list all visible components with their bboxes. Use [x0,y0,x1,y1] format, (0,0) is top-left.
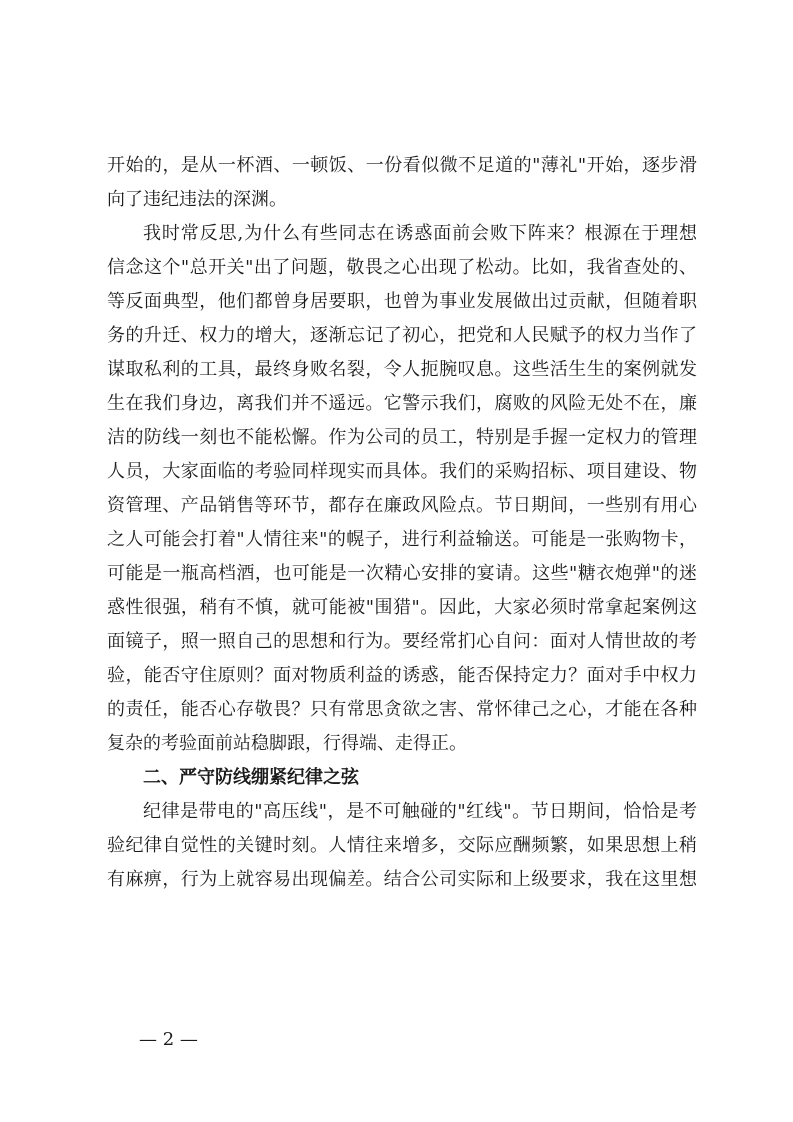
paragraph-line: 人员，大家面临的考验同样现实而具体。我们的采购招标、项目建设、物 [107,461,697,482]
paragraph-line: 验纪律自觉性的关键时刻。人情往来增多，交际应酬频繁，如果思想上稍 [107,835,697,856]
paragraph-line: 可能是一瓶高档酒，也可能是一次精心安排的宴请。这些"糖衣炮弹"的迷 [107,563,697,584]
paragraph-line: 务的升迁、权力的增大，逐渐忘记了初心，把党和人民赋予的权力当作了 [107,325,697,346]
paragraph-line: 资管理、产品销售等环节，都存在廉政风险点。节日期间，一些别有用心 [107,495,697,516]
paragraph-line: 复杂的考验面前站稳脚跟，行得端、走得正。 [107,733,467,754]
paragraph-3 [107,795,697,897]
section-heading: 二、严守防线绷紧纪律之弦 [143,767,359,788]
paragraph-line: 惑性很强，稍有不慎，就可能被"围猎"。因此，大家必须时常拿起案例这 [107,597,697,618]
paragraph-line: 谋取私利的工具，最终身败名裂，令人扼腕叹息。这些活生生的案例就发 [107,359,697,380]
paragraph-line: 信念这个"总开关"出了问题，敬畏之心出现了松动。比如，我省查处的、 [107,257,697,278]
paragraph-line: 面镜子，照一照自己的思想和行为。要经常扪心自问：面对人情世故的考 [107,631,697,652]
paragraph-line: 之人可能会打着"人情往来"的幌子，进行利益输送。可能是一张购物卡， [107,529,697,550]
paragraph-line: 的责任，能否心存敬畏？只有常思贪欲之害、常怀律己之心，才能在各种 [107,699,697,720]
paragraph-line: 等反面典型，他们都曾身居要职，也曾为事业发展做出过贡献，但随着职 [107,291,697,312]
paragraph-line: 开始的，是从一杯酒、一顿饭、一份看似微不足道的"薄礼"开始，逐步滑 [107,155,697,176]
paragraph-1 [107,149,697,217]
paragraph-2 [107,217,697,761]
paragraph-line: 洁的防线一刻也不能松懈。作为公司的员工，特别是手握一定权力的管理 [107,427,697,448]
paragraph-line: 向了违纪违法的深渊。 [107,189,287,210]
paragraph-line: 我时常反思,为什么有些同志在诱惑面前会败下阵来？根源在于理想 [143,223,697,244]
paragraph-line: 生在我们身边，离我们并不遥远。它警示我们，腐败的风险无处不在，廉 [107,393,697,414]
paragraph-line: 纪律是带电的"高压线"，是不可触碰的"红线"。节日期间，恰恰是考 [143,801,697,822]
paragraph-line: 有麻痹，行为上就容易出现偏差。结合公司实际和上级要求，我在这里想 [107,869,697,890]
page-number: — 2 — [139,1029,198,1050]
paragraph-line: 验，能否守住原则？面对物质利益的诱惑，能否保持定力？面对手中权力 [107,665,697,686]
document-body [107,149,697,897]
